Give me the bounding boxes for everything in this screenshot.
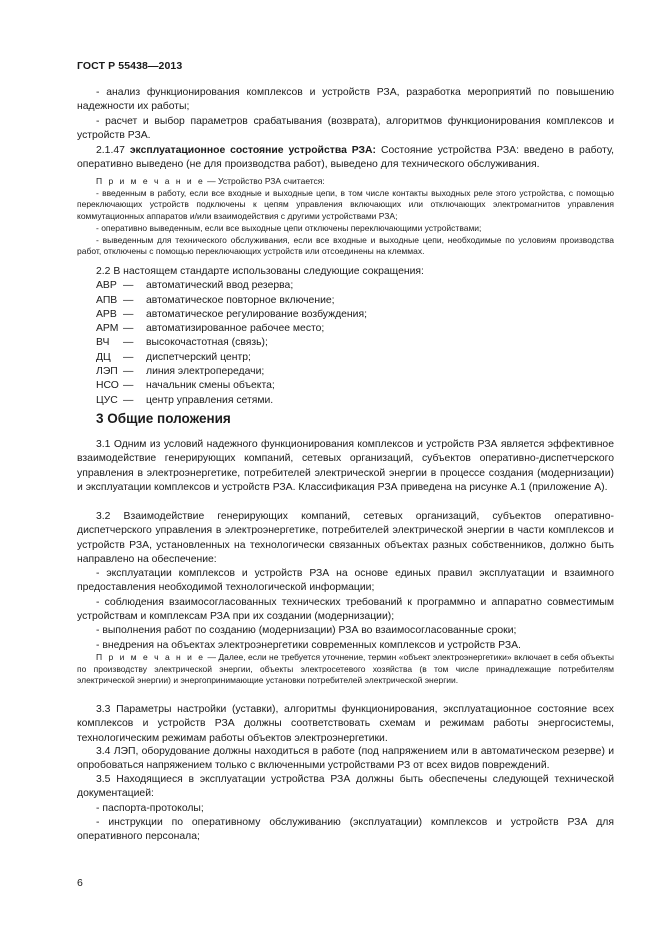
section-3-heading <box>77 411 614 426</box>
term-definition: Состояние устройства РЗА: введено в работу, оперативно выведено (не для производства работ), выведено для технического обслуживания. <box>77 145 615 171</box>
section-title: 3 Общие положения <box>96 411 231 426</box>
abbreviations-section <box>77 265 614 408</box>
paragraph: 3.2 Взаимодействие генерирующих компаний, сетевых организаций, субъектов оперативно-диспетчерского управления в электроэнергетике, потребителей электрической энергии в части комплексов и устройств РЗА, установленных на технологически связанных объектах разных собственников, должно быть направлено на обеспечение: <box>77 511 614 565</box>
note-item: - выведенным для технического обслуживания, если все входные и выходные цепи, необходимые по условиям производства работ, отключены с помощью переключающих устройств или отсоединены на клеммах. <box>77 234 614 257</box>
note-1 <box>77 176 614 258</box>
list-item: - инструкции по оперативному обслуживанию (эксплуатации) комплексов и устройств РЗА для оперативного персонала; <box>77 816 614 843</box>
clause-3-2 <box>77 510 614 653</box>
note-label: П р и м е ч а н и е <box>96 652 206 662</box>
term: эксплуатационное состояние устройства РЗА: <box>129 145 377 156</box>
abbreviations-intro: 2.2 В настоящем стандарте использованы следующие сокращения: <box>96 266 424 277</box>
clause-3-1 <box>77 438 614 495</box>
clause-number: 2.1.47 <box>96 145 125 156</box>
clause-3-5 <box>77 773 614 844</box>
clause-3-3 <box>77 703 614 746</box>
definition-2-1-47 <box>77 144 614 173</box>
document-header: ГОСТ Р 55438—2013 <box>77 60 183 72</box>
paragraph: 3.4 ЛЭП, оборудование должны находиться в работе (под напряжением или в автоматическом резерве) и опробоваться напряжением только с включенными устройствами РЗ от всех видов повреждений. <box>77 746 614 772</box>
abbreviation-row: АРВ — автоматическое регулирование возбуждения; <box>96 308 367 320</box>
note-item: - введенным в работу, если все входные и выходные цепи, в том числе контакты выходных реле этого устройства, с помощью переключающих устройств подключены к цепям управления включающих или отключающих электромагнитов управления коммутационных аппаратов и/или взаимодействия с другими устройствами РЗА; <box>77 187 614 222</box>
paragraph: 3.5 Находящиеся в эксплуатации устройства РЗА должны быть обеспечены следующей технической документацией: <box>77 774 614 800</box>
abbreviation-row: НСО — начальник смены объекта; <box>96 380 275 392</box>
abbreviation-row: ЦУС — центр управления сетями. <box>96 394 274 406</box>
note-label: П р и м е ч а н и е <box>96 176 205 186</box>
abbreviation-row: ВЧ — высокочастотная (связь); <box>96 337 268 349</box>
list-item: - эксплуатации комплексов и устройств РЗА на основе единых правил эксплуатации и взаимного предоставления необходимой технологической информации; <box>77 568 614 594</box>
list-item: - паспорта-протоколы; <box>96 802 204 814</box>
note-2 <box>77 652 614 687</box>
abbreviation-row: АРМ — автоматизированное рабочее место; <box>96 323 325 335</box>
paragraph: 3.1 Одним из условий надежного функционирования комплексов и устройств РЗА является эффективное взаимодействие генерирующих компаний, сетевых организаций, субъектов оперативно-диспетчерского управления в электроэнергетике, потребителей электрической энергии в процессе создания (модернизации) и эксплуатации комплексов и устройств РЗА. Классификация РЗА приведена на рисунке А.1 (приложение А). <box>77 439 614 493</box>
paragraph: 3.3 Параметры настройки (уставки), алгоритмы функционирования, эксплуатационное состояние всех комплексов и устройств РЗА должны соответствовать схемам и режимам работы энергосистемы, технологическим режимам работы объектов электроэнергетики. <box>77 704 614 744</box>
abbreviation-row: АВР — автоматический ввод резерва; <box>96 280 294 292</box>
note-text: — Далее, если не требуется уточнение, термин «объект электроэнергетики» включает в себя объекты по производству электрической энергии, объекты электросетевого хозяйства (в том числе принадлежащие потребителям электрической энергии) и энергопринимающие установки потребителей электрической энергии. <box>77 652 614 686</box>
top-items <box>77 86 614 143</box>
list-item: - анализ функционирования комплексов и устройств РЗА, разработка мероприятий по повышению надежности их работы; <box>77 87 614 113</box>
abbreviation-row: АПВ — автоматическое повторное включение; <box>96 294 335 306</box>
note-intro: — Устройство РЗА считается: <box>207 176 325 186</box>
list-item: - соблюдения взаимосогласованных технических требований к программно и аппаратно совместимым устройствам и комплексам РЗА при их создании (модернизации); <box>77 596 614 623</box>
page-number: 6 <box>77 877 83 889</box>
abbreviation-row: ДЦ — диспетчерский центр; <box>96 351 251 363</box>
list-item: - внедрения на объектах электроэнергетики современных комплексов и устройств РЗА. <box>96 639 521 651</box>
list-item: - расчет и выбор параметров срабатывания (возврата), алгоритмов функционирования комплексов и устройств РЗА. <box>77 115 614 141</box>
abbreviation-row: ЛЭП — линия электропередачи; <box>96 366 265 378</box>
note-item: - оперативно выведенным, если все выходные цепи отключены переключающими устройствами; <box>96 222 482 233</box>
list-item: - выполнения работ по созданию (модернизации) РЗА во взаимосогласованные сроки; <box>96 625 517 637</box>
clause-3-4 <box>77 745 614 774</box>
